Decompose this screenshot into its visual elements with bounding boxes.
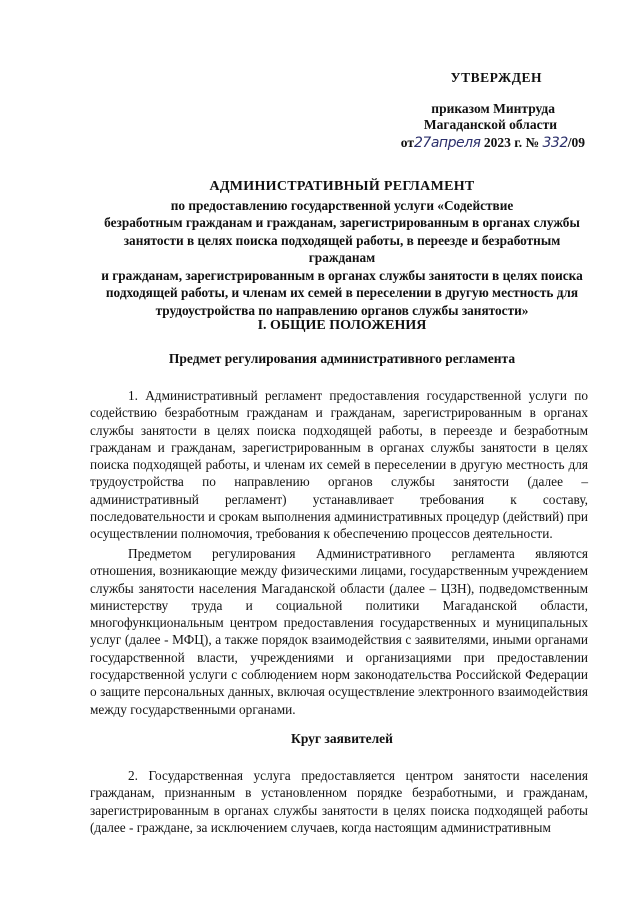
subsection-title-subject: Предмет регулирования административного регламента [168,351,516,366]
year-label: 2023 г. № [483,135,540,150]
regulation-title-block [92,178,592,319]
handwritten-number: 332 [542,135,568,151]
paragraph-2: Предметом регулирования Административного регламента являются отношения, возникающие между физическими лицами, государственным учреждением службы занятости населения Магаданской области (далее – ЦЗН), подведомственным министерству труда и социальной политики Магаданской области, многофункциональным центром предоставления государственных и муниципальных услуг (далее - МФЦ), а также порядок взаимодействия с заявителями, иными органами государственной власти, учреждениями и организациями при предоставлении государственной услуги с соблюдением норм законодательства Российской Федерации о защите персональных данных, включая осуществление электронного взаимодействия между государственными органами. [90,546,588,717]
date-prefix: от [400,135,415,150]
number-suffix: /09 [567,135,585,150]
title-line: подходящей работы, и членам их семей в переселении в другую местность для [105,285,579,300]
handwritten-date: 27апреля [414,135,481,151]
approved-label: УТВЕРЖДЕН [450,70,542,85]
title-line: трудоустройства по направлению органов службы занятости» [155,302,529,318]
document-title: АДМИНИСТРАТИВНЫЙ РЕГЛАМЕНТ [209,179,475,194]
paragraph-3: 2. Государственная услуга предоставляется центром занятости населения гражданам, признанным в установленном порядке безработными, и гражданам, зарегистрированным в органах службы занятости в целях поиска подходящей работы (далее - граждане, за исключением случаев, когда настоящим административным [90,768,588,835]
approval-stamp-block [0,70,585,151]
title-line: занятости в целях поиска подходящей работы, в переезде и безработным гражданам [123,232,561,265]
title-line: безработным гражданам и гражданам, зарегистрированным в органах службы [104,215,580,230]
approval-date-line [0,135,585,151]
title-line: по предоставлению государственной услуги «Содействие [170,197,514,213]
subsection-title-applicants: Круг заявителей [291,731,393,746]
title-line: и гражданам, зарегистрированным в органах службы занятости в целях поиска [101,267,583,283]
paragraph-1: 1. Административный регламент предоставления государственной услуги по содействию безработным гражданам и гражданам, зарегистрированным в органах службы занятости в целях поиска подходящей работы, в переезде и безработным гражданам и гражданам, зарегистрированным в органах службы занятости в целях поиска подходящей работы, и членам их семей в переселении в другую местность для трудоустройства по направлению органов службы занятости (далее – административный регламент) устанавливает требования к составу, последовательности и срокам выполнения административных процедур (действий) при осуществлении полномочия, требования к обеспечению процессов деятельности. [90,388,588,542]
section-title: I. ОБЩИЕ ПОЛОЖЕНИЯ [257,318,427,333]
order-label: приказом Минтруда [431,101,555,116]
region-label: Магаданской области [423,117,557,132]
